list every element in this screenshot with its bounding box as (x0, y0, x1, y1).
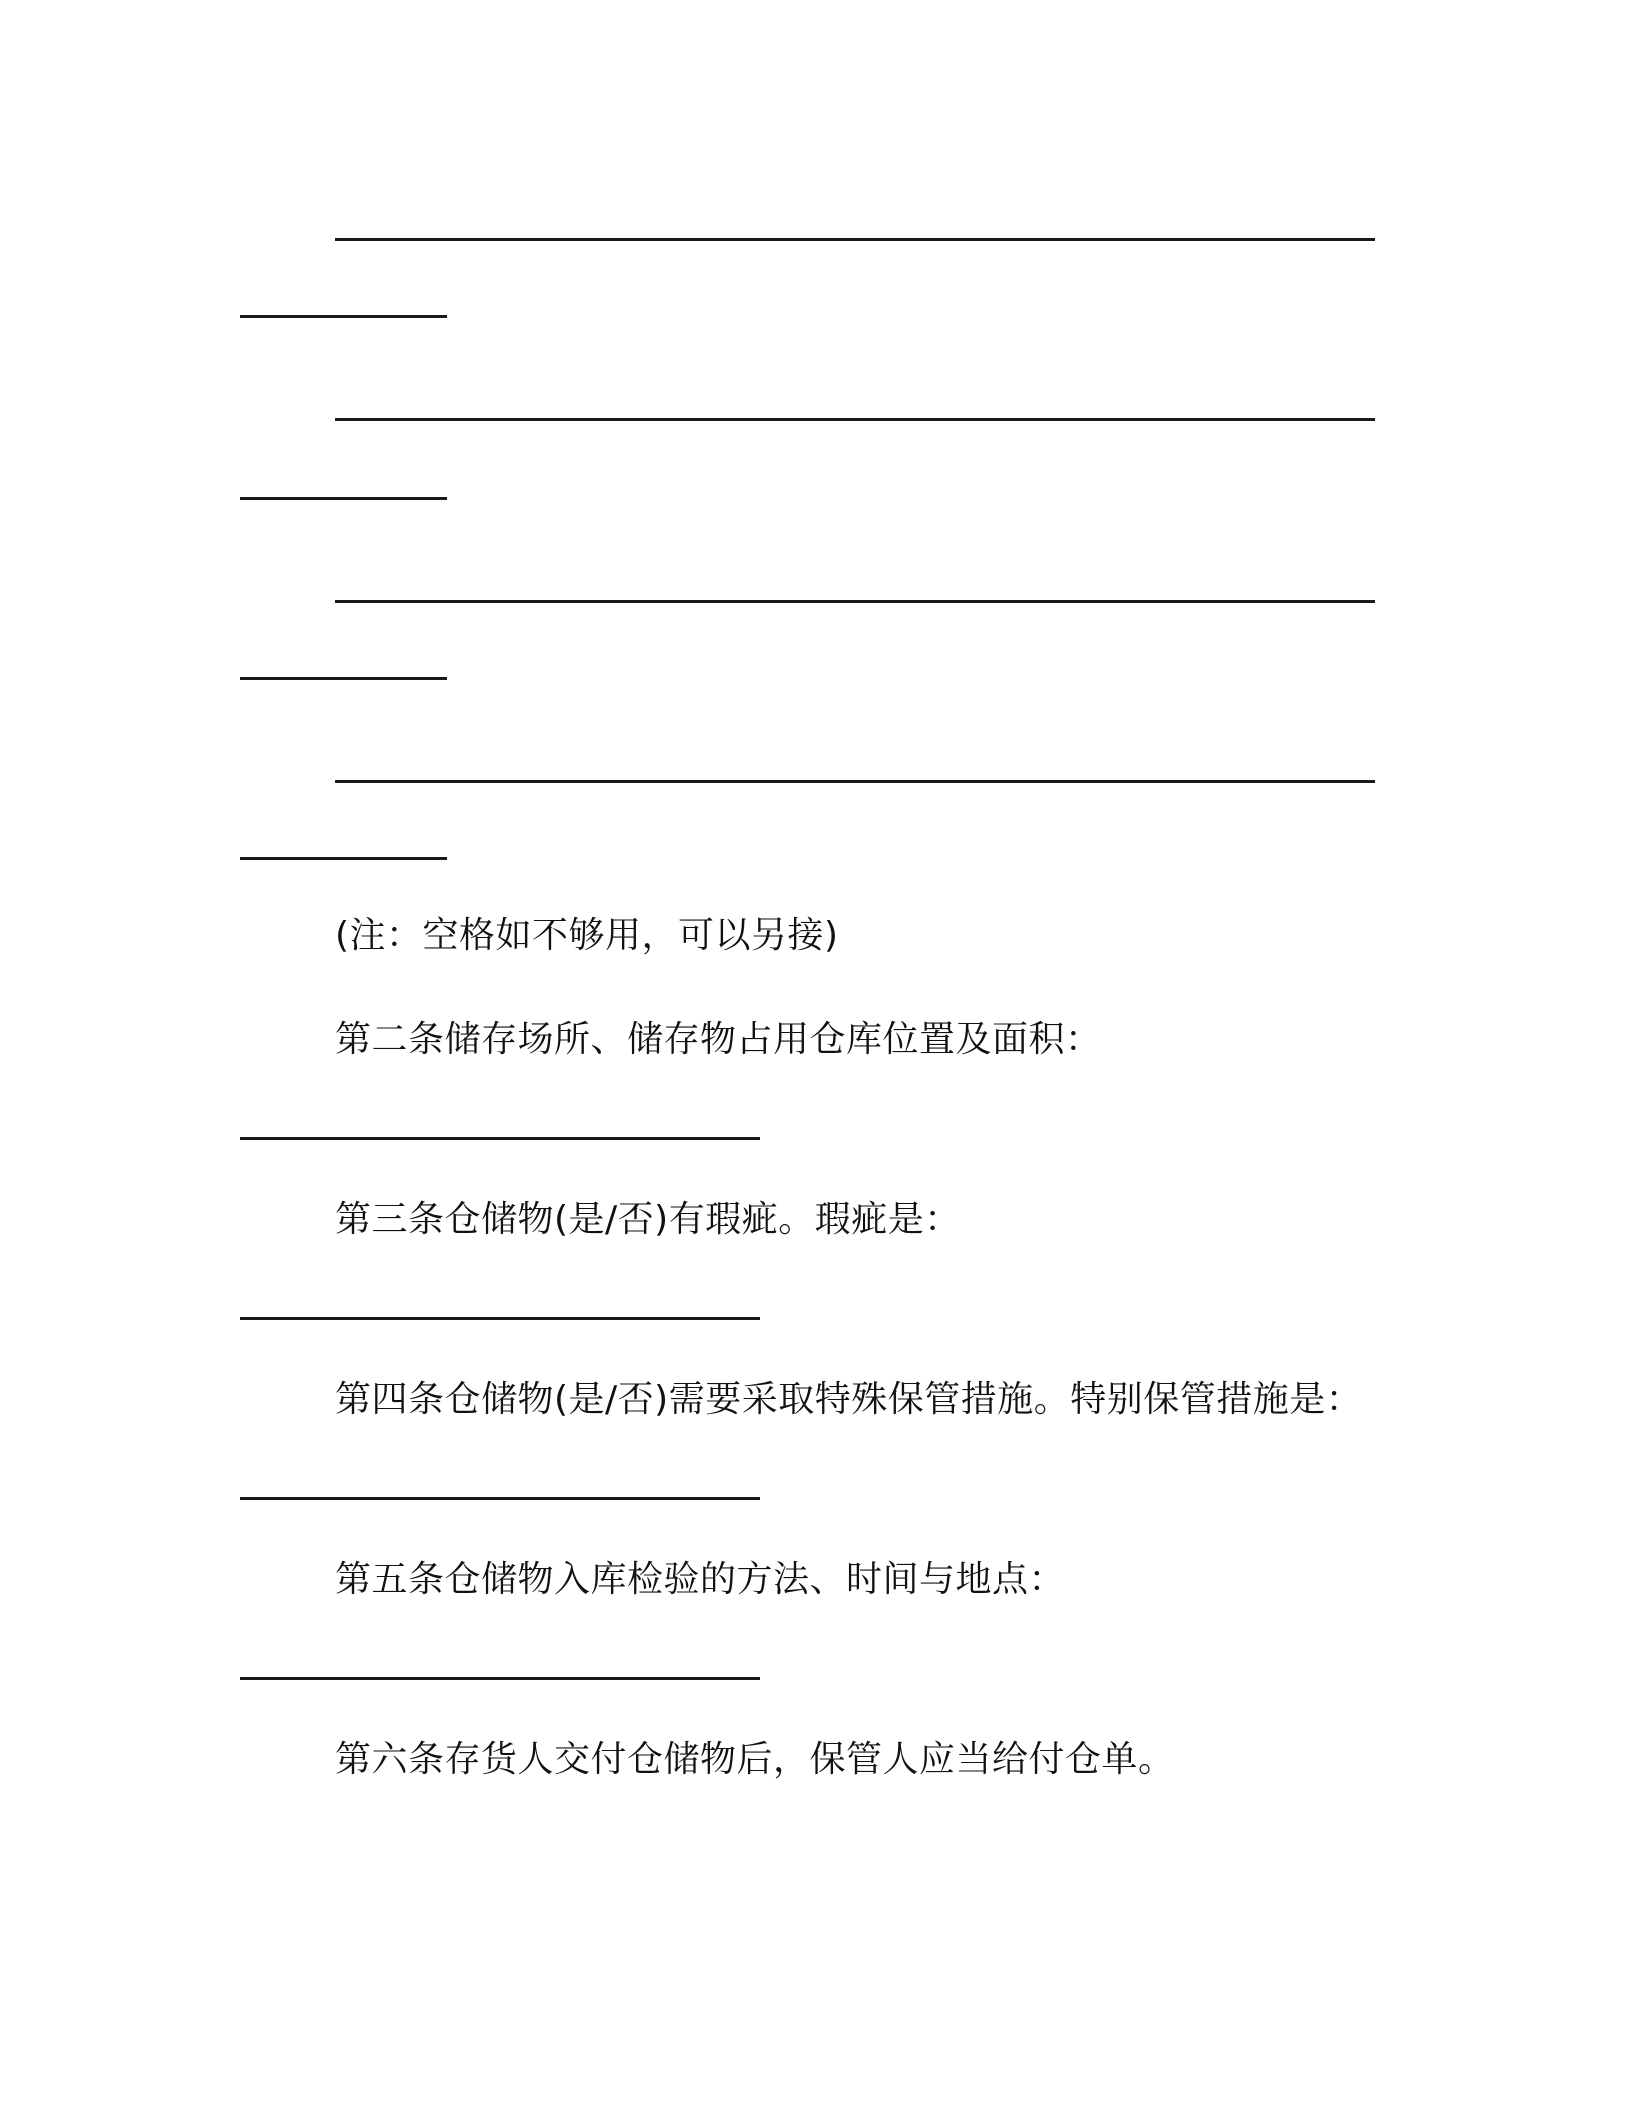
article-4-blank (240, 1497, 760, 1500)
blank-line-1-continued (240, 315, 447, 318)
article-5-text: 第五条仓储物入库检验的方法、时间与地点： (335, 1559, 1066, 1600)
blank-line-2-continued (240, 497, 447, 500)
blank-line-3-continued (240, 677, 447, 680)
note-text: (注：空格如不够用，可以另接) (335, 915, 839, 956)
article-3-text: 第三条仓储物(是/否)有瑕疵。瑕疵是： (335, 1199, 961, 1240)
blank-line-4 (335, 780, 1375, 783)
blank-line-4-continued (240, 857, 447, 860)
article-2-blank (240, 1137, 760, 1140)
article-6-text: 第六条存货人交付仓储物后，保管人应当给付仓单。 (335, 1739, 1175, 1780)
article-3-blank (240, 1317, 760, 1320)
blank-line-3 (335, 600, 1375, 603)
blank-line-2 (335, 418, 1375, 421)
article-4-text: 第四条仓储物(是/否)需要采取特殊保管措施。特别保管措施是： (335, 1379, 1363, 1420)
article-2-text: 第二条储存场所、储存物占用仓库位置及面积： (335, 1019, 1102, 1060)
article-5-blank (240, 1677, 760, 1680)
blank-line-1 (335, 238, 1375, 241)
